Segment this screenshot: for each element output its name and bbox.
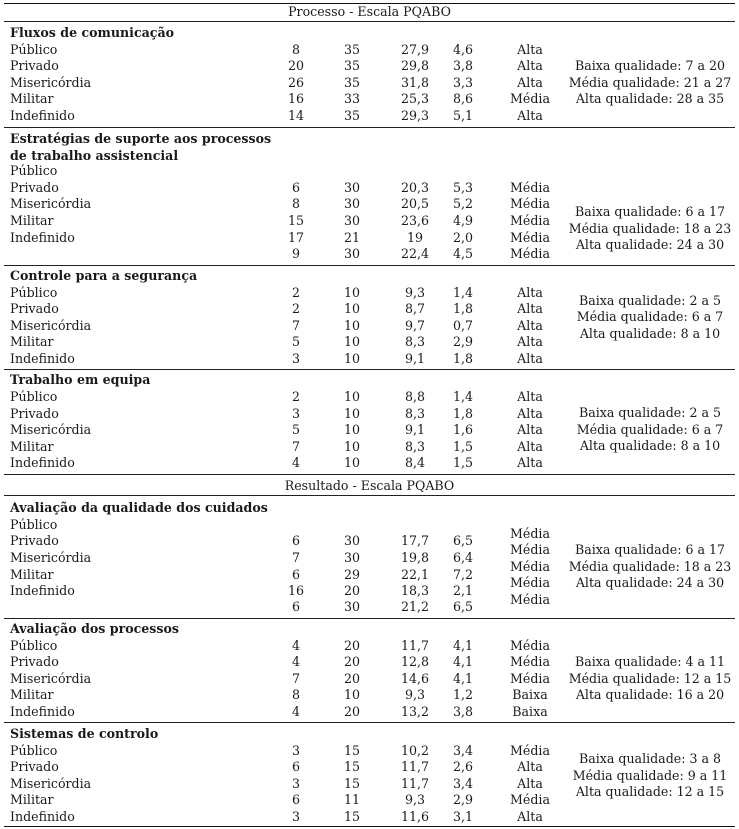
cell-mean: 14,6: [400, 671, 430, 686]
cell-max: 10: [343, 439, 361, 454]
cell-min: 2: [291, 301, 300, 316]
cell-max: 10: [343, 334, 361, 349]
cell-max: 20: [343, 654, 361, 669]
range-mid: Média qualidade: 18 a 23: [568, 221, 732, 236]
range-high: Alta qualidade: 28 a 35: [575, 91, 725, 106]
cell-min: 3: [291, 776, 300, 791]
row-label: Militar: [10, 792, 54, 807]
cell-quality: Média: [510, 592, 550, 607]
cell-sd: 5,2: [452, 196, 474, 211]
cell-quality: Alta: [517, 318, 543, 333]
row-label: Indefinido: [10, 351, 75, 366]
cell-sd: 6,5: [452, 533, 474, 548]
cell-max: 30: [343, 213, 361, 228]
cell-max: 30: [343, 180, 361, 195]
cell-min: 6: [291, 792, 300, 807]
cell-sd: 8,6: [452, 91, 474, 106]
cell-min: 16: [287, 583, 305, 598]
cell-min: 5: [291, 334, 300, 349]
section-divider: [4, 618, 735, 619]
cell-sd: 3,4: [452, 776, 474, 791]
cell-sd: 3,3: [452, 75, 474, 90]
section-title: Avaliação da qualidade dos cuidados: [10, 500, 268, 515]
cell-min: 4: [291, 704, 300, 719]
cell-max: 10: [343, 455, 361, 470]
cell-mean: 13,2: [400, 704, 430, 719]
cell-quality: Alta: [517, 334, 543, 349]
section-title: Avaliação dos processos: [10, 621, 179, 636]
cell-min: 8: [291, 196, 300, 211]
cell-mean: 8,3: [404, 439, 426, 454]
bottom-rule: [4, 826, 735, 827]
range-mid: Média qualidade: 6 a 7: [576, 309, 724, 324]
cell-max: 15: [343, 776, 361, 791]
cell-quality: Média: [510, 792, 550, 807]
cell-min: 3: [291, 809, 300, 824]
row-label: Público: [10, 517, 58, 532]
cell-mean: 11,7: [400, 759, 430, 774]
cell-quality: Alta: [517, 422, 543, 437]
cell-mean: 25,3: [400, 91, 430, 106]
cell-min: 7: [291, 318, 300, 333]
cell-min: 9: [291, 246, 300, 261]
row-label: Privado: [10, 533, 59, 548]
cell-max: 35: [343, 108, 361, 123]
cell-quality: Alta: [517, 439, 543, 454]
cell-sd: 5,1: [452, 108, 474, 123]
cell-mean: 8,3: [404, 334, 426, 349]
cell-quality: Alta: [517, 759, 543, 774]
cell-quality: Média: [510, 196, 550, 211]
section-title: Estratégias de suporte aos processos de trabalho assistencial: [10, 131, 272, 163]
cell-sd: 0,7: [452, 318, 474, 333]
section-divider: [4, 369, 735, 370]
cell-mean: 20,3: [400, 180, 430, 195]
cell-max: 20: [343, 671, 361, 686]
cell-mean: 9,1: [404, 422, 426, 437]
cell-quality: Alta: [517, 75, 543, 90]
cell-sd: 1,8: [452, 406, 474, 421]
cell-quality: Média: [510, 230, 550, 245]
cell-min: 17: [287, 230, 305, 245]
cell-min: 14: [287, 108, 305, 123]
cell-mean: 20,5: [400, 196, 430, 211]
cell-max: 30: [343, 533, 361, 548]
cell-quality: Alta: [517, 809, 543, 824]
row-label: Indefinido: [10, 704, 75, 719]
row-label: Militar: [10, 439, 54, 454]
range-high: Alta qualidade: 8 a 10: [579, 438, 721, 453]
cell-max: 10: [343, 406, 361, 421]
cell-quality: Alta: [517, 301, 543, 316]
cell-max: 15: [343, 743, 361, 758]
range-mid: Média qualidade: 6 a 7: [576, 422, 724, 437]
range-high: Alta qualidade: 24 a 30: [575, 575, 725, 590]
cell-max: 10: [343, 318, 361, 333]
cell-quality: Baixa: [512, 704, 548, 719]
row-label: Privado: [10, 654, 59, 669]
cell-max: 30: [343, 246, 361, 261]
cell-quality: Alta: [517, 58, 543, 73]
cell-max: 30: [343, 550, 361, 565]
cell-sd: 2,9: [452, 334, 474, 349]
cell-sd: 4,1: [452, 638, 474, 653]
row-label: Militar: [10, 687, 54, 702]
cell-sd: 1,8: [452, 301, 474, 316]
row-label: Indefinido: [10, 455, 75, 470]
cell-min: 7: [291, 550, 300, 565]
cell-sd: 4,6: [452, 42, 474, 57]
banner-rule: [4, 495, 735, 496]
cell-sd: 3,8: [452, 58, 474, 73]
cell-sd: 4,9: [452, 213, 474, 228]
cell-max: 10: [343, 351, 361, 366]
cell-max: 30: [343, 196, 361, 211]
cell-mean: 8,3: [404, 406, 426, 421]
cell-quality: Alta: [517, 108, 543, 123]
row-label: Privado: [10, 759, 59, 774]
cell-mean: 11,7: [400, 638, 430, 653]
row-label: Público: [10, 389, 58, 404]
cell-max: 30: [343, 599, 361, 614]
cell-quality: Média: [510, 654, 550, 669]
range-mid: Média qualidade: 9 a 11: [572, 768, 728, 783]
cell-sd: 1,4: [452, 389, 474, 404]
row-label: Público: [10, 743, 58, 758]
cell-sd: 2,9: [452, 792, 474, 807]
cell-sd: 7,2: [452, 567, 474, 582]
banner-processo: Processo - Escala PQABO: [288, 4, 451, 19]
range-low: Baixa qualidade: 6 a 17: [574, 204, 726, 219]
cell-sd: 4,1: [452, 671, 474, 686]
range-high: Alta qualidade: 8 a 10: [579, 326, 721, 341]
cell-max: 15: [343, 809, 361, 824]
cell-mean: 19,8: [400, 550, 430, 565]
cell-mean: 11,7: [400, 776, 430, 791]
cell-sd: 3,8: [452, 704, 474, 719]
row-label: Privado: [10, 180, 59, 195]
range-high: Alta qualidade: 16 a 20: [575, 687, 725, 702]
cell-quality: Alta: [517, 406, 543, 421]
cell-max: 10: [343, 389, 361, 404]
cell-min: 8: [291, 687, 300, 702]
cell-min: 6: [291, 759, 300, 774]
cell-max: 29: [343, 567, 361, 582]
cell-max: 35: [343, 75, 361, 90]
cell-sd: 3,4: [452, 743, 474, 758]
cell-quality: Média: [510, 671, 550, 686]
section-title: Fluxos de comunicação: [10, 25, 175, 40]
cell-min: 26: [287, 75, 305, 90]
cell-mean: 9,3: [404, 687, 426, 702]
cell-mean: 8,8: [404, 389, 426, 404]
cell-sd: 1,5: [452, 455, 474, 470]
cell-quality: Média: [510, 542, 550, 557]
range-low: Baixa qualidade: 2 a 5: [578, 293, 721, 308]
cell-quality: Alta: [517, 351, 543, 366]
row-label: Privado: [10, 406, 59, 421]
cell-max: 10: [343, 285, 361, 300]
cell-sd: 6,5: [452, 599, 474, 614]
cell-min: 2: [291, 389, 300, 404]
row-label: Misericórdia: [10, 776, 92, 791]
cell-quality: Alta: [517, 285, 543, 300]
cell-min: 3: [291, 743, 300, 758]
cell-max: 11: [343, 792, 361, 807]
cell-mean: 18,3: [400, 583, 430, 598]
cell-min: 2: [291, 285, 300, 300]
cell-mean: 9,1: [404, 351, 426, 366]
cell-min: 5: [291, 422, 300, 437]
row-label: Militar: [10, 567, 54, 582]
row-label: Militar: [10, 91, 54, 106]
cell-sd: 1,6: [452, 422, 474, 437]
cell-sd: 6,4: [452, 550, 474, 565]
cell-min: 3: [291, 351, 300, 366]
cell-max: 10: [343, 301, 361, 316]
row-label: Público: [10, 163, 58, 178]
cell-min: 6: [291, 533, 300, 548]
cell-mean: 29,3: [400, 108, 430, 123]
cell-min: 4: [291, 638, 300, 653]
cell-mean: 8,7: [404, 301, 426, 316]
row-label: Misericórdia: [10, 550, 92, 565]
cell-max: 33: [343, 91, 361, 106]
row-label: Privado: [10, 301, 59, 316]
cell-mean: 11,6: [400, 809, 430, 824]
cell-mean: 23,6: [400, 213, 430, 228]
cell-quality: Média: [510, 526, 550, 541]
banner-rule: [4, 21, 735, 22]
cell-quality: Alta: [517, 776, 543, 791]
cell-sd: 1,2: [452, 687, 474, 702]
cell-sd: 1,5: [452, 439, 474, 454]
row-label: Público: [10, 638, 58, 653]
cell-sd: 4,1: [452, 654, 474, 669]
cell-quality: Média: [510, 246, 550, 261]
cell-sd: 2,1: [452, 583, 474, 598]
cell-mean: 19: [406, 230, 424, 245]
section-divider: [4, 722, 735, 723]
section-title: Trabalho em equipa: [10, 372, 151, 387]
cell-sd: 5,3: [452, 180, 474, 195]
cell-max: 10: [343, 687, 361, 702]
cell-mean: 29,8: [400, 58, 430, 73]
cell-sd: 1,8: [452, 351, 474, 366]
cell-quality: Média: [510, 638, 550, 653]
range-low: Baixa qualidade: 6 a 17: [574, 542, 726, 557]
cell-min: 6: [291, 567, 300, 582]
cell-quality: Média: [510, 180, 550, 195]
cell-quality: Média: [510, 575, 550, 590]
cell-mean: 27,9: [400, 42, 430, 57]
row-label: Militar: [10, 334, 54, 349]
cell-min: 20: [287, 58, 305, 73]
cell-mean: 9,3: [404, 792, 426, 807]
row-label: Militar: [10, 213, 54, 228]
row-label: Indefinido: [10, 583, 75, 598]
cell-max: 15: [343, 759, 361, 774]
cell-min: 4: [291, 654, 300, 669]
cell-max: 20: [343, 638, 361, 653]
range-low: Baixa qualidade: 7 a 20: [574, 58, 726, 73]
cell-max: 20: [343, 583, 361, 598]
cell-mean: 9,3: [404, 285, 426, 300]
cell-mean: 8,4: [404, 455, 426, 470]
cell-sd: 4,5: [452, 246, 474, 261]
banner-resultado: Resultado - Escala PQABO: [284, 478, 455, 493]
cell-max: 21: [343, 230, 361, 245]
range-high: Alta qualidade: 12 a 15: [575, 784, 725, 799]
cell-quality: Média: [510, 559, 550, 574]
cell-mean: 10,2: [400, 743, 430, 758]
cell-mean: 9,7: [404, 318, 426, 333]
row-label: Misericórdia: [10, 422, 92, 437]
section-title: Sistemas de controlo: [10, 726, 159, 741]
row-label: Misericórdia: [10, 75, 92, 90]
cell-quality: Alta: [517, 389, 543, 404]
cell-mean: 21,2: [400, 599, 430, 614]
cell-mean: 31,8: [400, 75, 430, 90]
section-title: Controle para a segurança: [10, 268, 198, 283]
range-high: Alta qualidade: 24 a 30: [575, 237, 725, 252]
row-label: Indefinido: [10, 809, 75, 824]
cell-min: 4: [291, 455, 300, 470]
cell-quality: Média: [510, 213, 550, 228]
range-low: Baixa qualidade: 4 a 11: [574, 654, 726, 669]
cell-min: 6: [291, 180, 300, 195]
row-label: Misericórdia: [10, 196, 92, 211]
range-mid: Média qualidade: 21 a 27: [568, 75, 732, 90]
cell-min: 3: [291, 406, 300, 421]
cell-min: 7: [291, 439, 300, 454]
cell-sd: 3,1: [452, 809, 474, 824]
range-low: Baixa qualidade: 2 a 5: [578, 405, 721, 420]
cell-mean: 17,7: [400, 533, 430, 548]
row-label: Misericórdia: [10, 318, 92, 333]
cell-min: 8: [291, 42, 300, 57]
cell-mean: 22,4: [400, 246, 430, 261]
row-label: Público: [10, 285, 58, 300]
row-label: Misericórdia: [10, 671, 92, 686]
cell-sd: 1,4: [452, 285, 474, 300]
cell-min: 16: [287, 91, 305, 106]
cell-quality: Média: [510, 91, 550, 106]
section-divider: [4, 265, 735, 266]
section-divider: [4, 474, 735, 475]
range-mid: Média qualidade: 12 a 15: [568, 671, 732, 686]
section-divider: [4, 127, 735, 128]
cell-min: 15: [287, 213, 305, 228]
row-label: Privado: [10, 58, 59, 73]
cell-quality: Alta: [517, 42, 543, 57]
cell-min: 7: [291, 671, 300, 686]
cell-max: 35: [343, 42, 361, 57]
cell-quality: Alta: [517, 455, 543, 470]
cell-max: 20: [343, 704, 361, 719]
range-mid: Média qualidade: 18 a 23: [568, 559, 732, 574]
cell-mean: 12,8: [400, 654, 430, 669]
cell-quality: Média: [510, 743, 550, 758]
cell-mean: 22,1: [400, 567, 430, 582]
row-label: Indefinido: [10, 230, 75, 245]
row-label: Público: [10, 42, 58, 57]
range-low: Baixa qualidade: 3 a 8: [578, 751, 721, 766]
cell-quality: Baixa: [512, 687, 548, 702]
cell-min: 6: [291, 599, 300, 614]
cell-sd: 2,6: [452, 759, 474, 774]
cell-max: 10: [343, 422, 361, 437]
row-label: Indefinido: [10, 108, 75, 123]
cell-max: 35: [343, 58, 361, 73]
cell-sd: 2,0: [452, 230, 474, 245]
